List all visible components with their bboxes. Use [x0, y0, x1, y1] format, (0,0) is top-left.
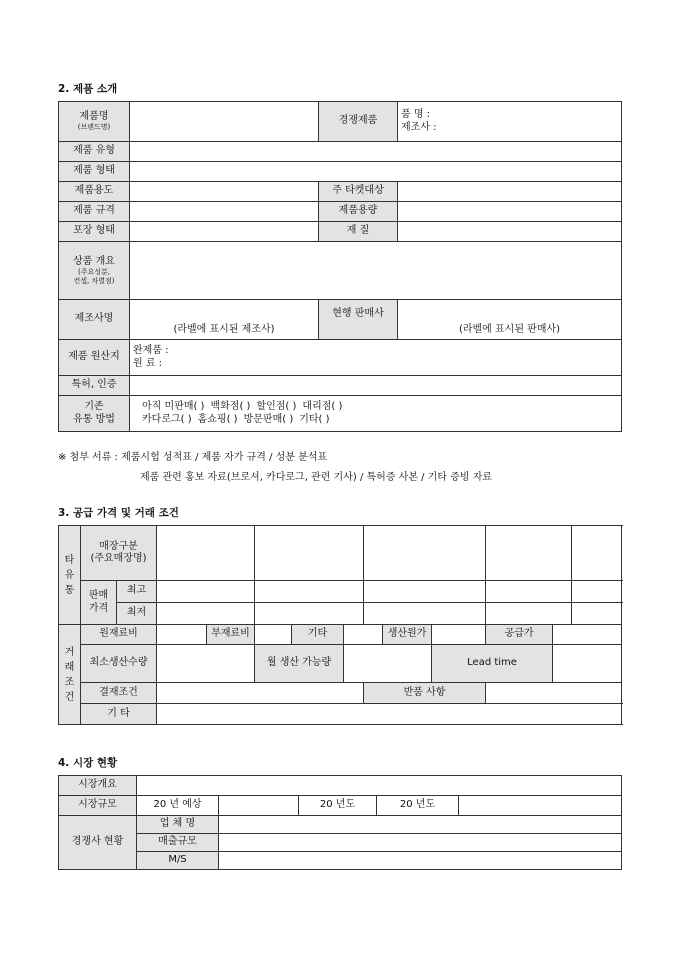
raw-cost-field[interactable]: [157, 625, 207, 645]
year3-label: 20 년도: [377, 796, 459, 816]
dist-opt[interactable]: 홈쇼핑( ): [197, 413, 238, 425]
sale-price-label: 판매 가격: [81, 581, 117, 625]
max-price-cell[interactable]: [364, 581, 486, 603]
competing-product-label: 경쟁제품: [319, 102, 398, 142]
dist-opt[interactable]: 할인점( ): [256, 401, 297, 412]
prod-cost-field[interactable]: [432, 625, 486, 645]
company-name-field[interactable]: [219, 816, 622, 834]
supply-price-table: [58, 525, 622, 725]
section-2-title: 2. 제품 소개: [58, 83, 118, 95]
overview-label: 상품 개요 (주요성분, 컨셉, 차별점): [59, 242, 130, 300]
etc-cost-label: 기타: [292, 625, 344, 645]
material-label: 재 질: [319, 222, 398, 242]
product-name-label: 제품명 (브랜드명): [59, 102, 130, 142]
company-name-label: 업 체 명: [137, 816, 219, 834]
store-cell[interactable]: [572, 526, 622, 581]
attachment-note-2: 제품 관련 홍보 자료(브로셔, 카다로그, 관련 기사) / 특허증 사본 / 기타 증빙 자료: [140, 472, 493, 483]
lead-time-label: Lead time: [432, 645, 553, 683]
min-price-cell[interactable]: [486, 603, 572, 625]
store-cell[interactable]: [157, 526, 255, 581]
supply-price-field[interactable]: [553, 625, 622, 645]
monthly-capacity-label: 월 생산 가능량: [255, 645, 344, 683]
min-price-cell[interactable]: [157, 603, 255, 625]
store-cell[interactable]: [486, 526, 572, 581]
year-estimate-label: 20 년 예상: [137, 796, 219, 816]
manufacturer-field[interactable]: (라벨에 표시된 제조사): [130, 300, 319, 340]
store-category-label: 매장구분 (주요매장명): [81, 526, 157, 581]
dist-opt[interactable]: 백화점( ): [210, 401, 251, 412]
monthly-capacity-field[interactable]: [344, 645, 432, 683]
product-form-label: 제품 형태: [59, 162, 130, 182]
payment-terms-label: 결재조건: [81, 683, 157, 704]
market-overview-field[interactable]: [137, 776, 622, 796]
product-type-field[interactable]: [130, 142, 622, 162]
max-price-cell[interactable]: [157, 581, 255, 603]
patent-label: 특허, 인증: [59, 376, 130, 396]
max-price-cell[interactable]: [572, 581, 622, 603]
market-scale-label: 시장규모: [59, 796, 137, 816]
manufacturer-label: 제조사명: [59, 300, 130, 340]
max-price-label: 최고: [117, 581, 157, 603]
other-channel-label: 타 유 통: [59, 526, 81, 625]
origin-field[interactable]: 완제품 : 원 료 :: [130, 340, 622, 376]
target-label: 주 타켓대상: [319, 182, 398, 202]
return-policy-field[interactable]: [486, 683, 622, 704]
lead-time-field[interactable]: [553, 645, 622, 683]
product-use-label: 제품용도: [59, 182, 130, 202]
other-terms-field[interactable]: [157, 704, 622, 725]
moq-field[interactable]: [157, 645, 255, 683]
min-price-label: 최저: [117, 603, 157, 625]
market-share-field[interactable]: [219, 852, 622, 870]
dist-opt[interactable]: 아직 미판매( ): [142, 401, 205, 412]
etc-cost-field[interactable]: [344, 625, 383, 645]
max-price-cell[interactable]: [486, 581, 572, 603]
min-price-cell[interactable]: [572, 603, 622, 625]
max-price-cell[interactable]: [255, 581, 364, 603]
year-estimate-field[interactable]: [219, 796, 299, 816]
deal-terms-label: 거 래 조 건: [59, 625, 81, 725]
moq-label: 최소생산수량: [81, 645, 157, 683]
year-field[interactable]: [459, 796, 622, 816]
material-field[interactable]: [398, 222, 622, 242]
other-terms-label: 기 타: [81, 704, 157, 725]
distribution-options[interactable]: [130, 396, 622, 432]
origin-label: 제품 원산지: [59, 340, 130, 376]
dist-opt[interactable]: 방문판매( ): [243, 413, 294, 425]
product-intro-table: [58, 101, 622, 432]
capacity-label: 제품용량: [319, 202, 398, 222]
product-form-field[interactable]: [130, 162, 622, 182]
raw-cost-label: 원재료비: [81, 625, 157, 645]
section-3-title: 3. 공급 가격 및 거래 조건: [58, 507, 179, 519]
sub-cost-field[interactable]: [255, 625, 292, 645]
competitor-label: 경쟁사 현황: [59, 816, 137, 870]
competing-product-field[interactable]: 품 명 : 제조사 :: [398, 102, 622, 142]
product-use-field[interactable]: [130, 182, 319, 202]
seller-label: 현행 판매사: [319, 300, 398, 340]
packaging-field[interactable]: [130, 222, 319, 242]
market-status-table: [58, 775, 622, 870]
year2-label: 20 년도: [299, 796, 377, 816]
sales-scale-field[interactable]: [219, 834, 622, 852]
market-overview-label: 시장개요: [59, 776, 137, 796]
market-share-label: M/S: [137, 852, 219, 870]
patent-field[interactable]: [130, 376, 622, 396]
payment-terms-field[interactable]: [157, 683, 364, 704]
capacity-field[interactable]: [398, 202, 622, 222]
packaging-label: 포장 형태: [59, 222, 130, 242]
product-name-field[interactable]: [130, 102, 319, 142]
store-cell[interactable]: [255, 526, 364, 581]
overview-field[interactable]: [130, 242, 622, 300]
target-field[interactable]: [398, 182, 622, 202]
min-price-cell[interactable]: [255, 603, 364, 625]
store-cell[interactable]: [364, 526, 486, 581]
seller-field[interactable]: (라벨에 표시된 판매사): [398, 300, 622, 340]
section-4-title: 4. 시장 현황: [58, 757, 118, 769]
product-spec-field[interactable]: [130, 202, 319, 222]
dist-opt[interactable]: 기타( ): [299, 413, 330, 425]
dist-opt[interactable]: 카다로그( ): [142, 413, 192, 425]
attachment-note: ※ 첨부 서류 : 제품시험 성적표 / 제품 자가 규격 / 성분 분석표: [58, 452, 328, 463]
sub-cost-label: 부재료비: [207, 625, 255, 645]
min-price-cell[interactable]: [364, 603, 486, 625]
return-policy-label: 반품 사항: [364, 683, 486, 704]
product-spec-label: 제품 규격: [59, 202, 130, 222]
supply-price-label: 공급가: [486, 625, 553, 645]
distribution-label: 기존 유통 방법: [59, 396, 130, 432]
prod-cost-label: 생산원가: [383, 625, 432, 645]
dist-opt[interactable]: 대리점( ): [302, 401, 343, 412]
product-type-label: 제품 유형: [59, 142, 130, 162]
sales-scale-label: 매출규모: [137, 834, 219, 852]
